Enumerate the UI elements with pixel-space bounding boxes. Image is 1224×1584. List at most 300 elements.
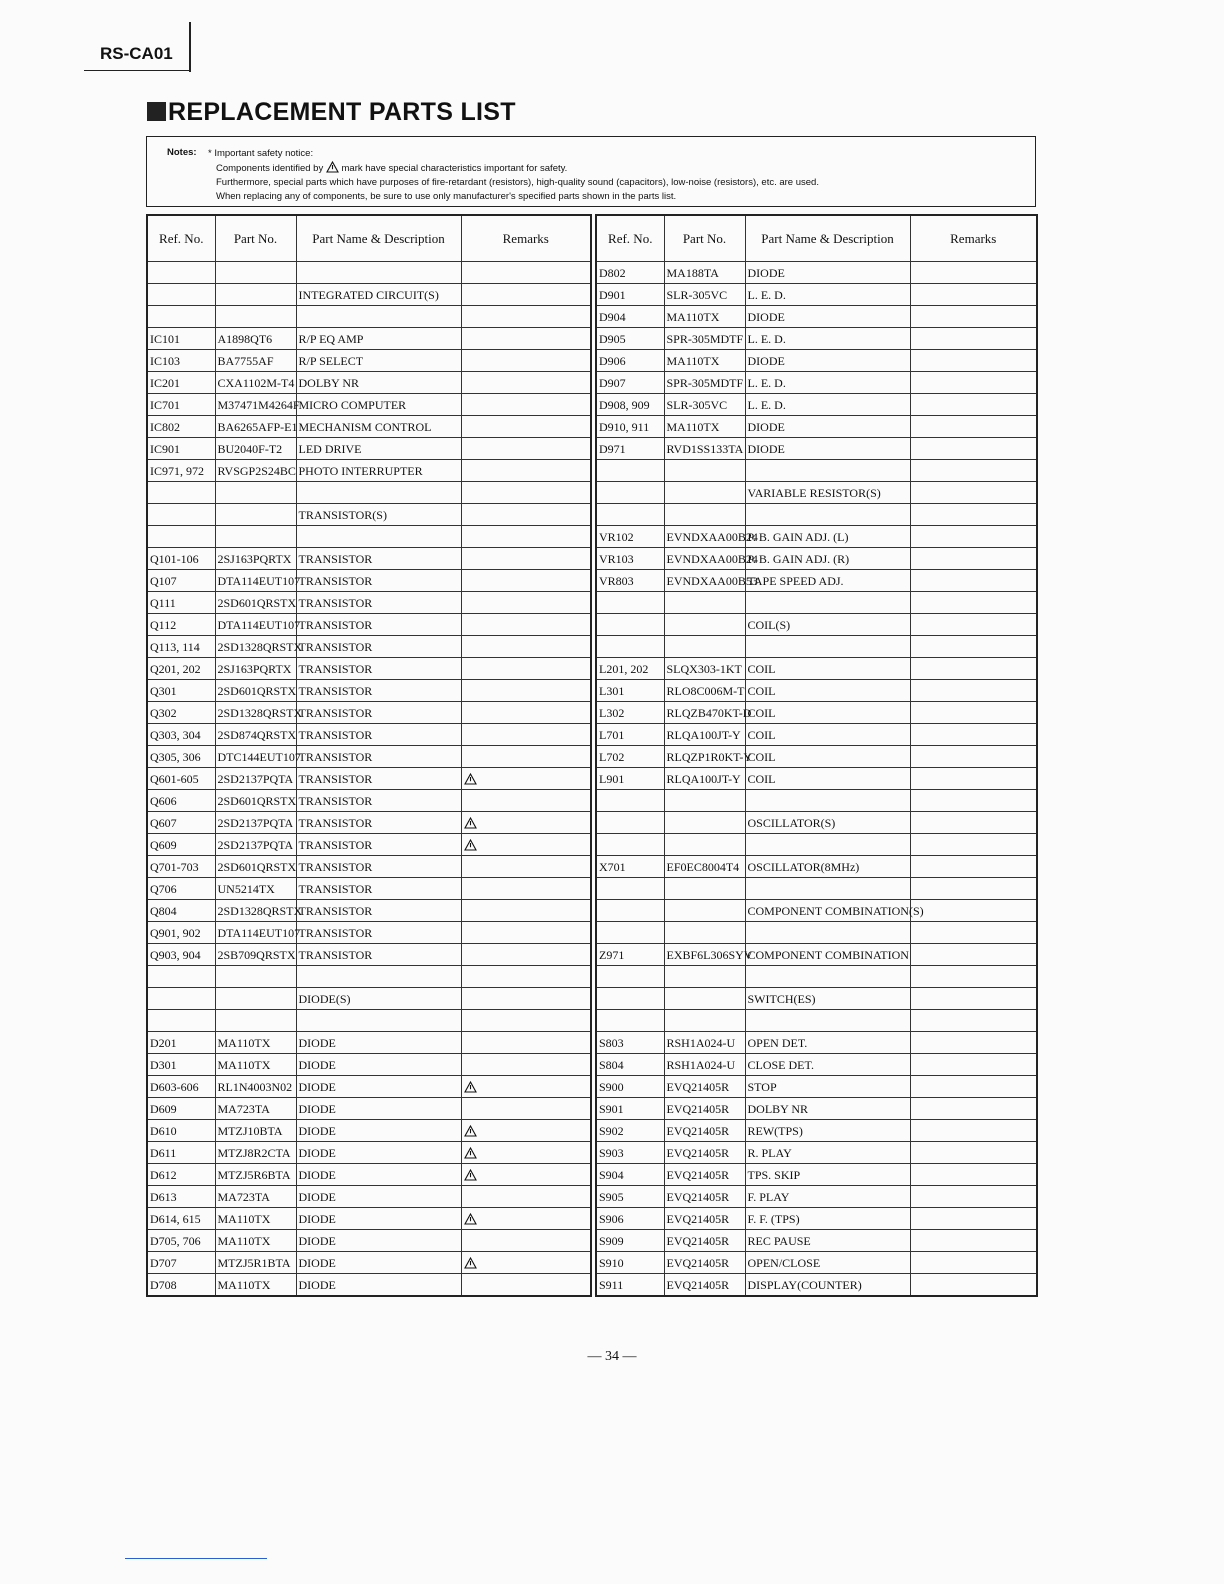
header-divider-horizontal xyxy=(84,70,191,71)
cell-part xyxy=(664,812,745,834)
cell-ref: Q903, 904 xyxy=(147,944,215,966)
cell-part xyxy=(664,966,745,988)
cell-remarks xyxy=(910,680,1037,702)
cell-remarks xyxy=(910,1252,1037,1274)
cell-part: DTC144EUT107 xyxy=(215,746,296,768)
cell-remarks xyxy=(461,592,591,614)
table-row xyxy=(147,1186,591,1208)
cell-ref: X701 xyxy=(596,856,664,878)
table-row xyxy=(147,680,591,702)
cell-part xyxy=(215,1010,296,1032)
cell-desc: TRANSISTOR xyxy=(296,922,461,944)
warning-triangle-icon xyxy=(464,773,477,785)
table-row xyxy=(596,1252,1037,1274)
cell-part: EVQ21405R xyxy=(664,1230,745,1252)
cell-remarks xyxy=(910,482,1037,504)
cell-remarks xyxy=(461,790,591,812)
cell-part xyxy=(664,636,745,658)
table-row xyxy=(147,1252,591,1274)
cell-part: SLR-305VC xyxy=(664,284,745,306)
cell-part: EVNDXAA00B24 xyxy=(664,526,745,548)
cell-part: RSH1A024-U xyxy=(664,1032,745,1054)
table-row xyxy=(596,1120,1037,1142)
cell-remarks xyxy=(461,482,591,504)
cell-remarks xyxy=(910,812,1037,834)
cell-desc: R/P EQ AMP xyxy=(296,328,461,350)
cell-part xyxy=(664,988,745,1010)
cell-remarks xyxy=(910,724,1037,746)
table-row xyxy=(147,592,591,614)
table-row xyxy=(596,570,1037,592)
col-desc-header: Part Name & Description xyxy=(296,215,461,262)
notes-line-3: Furthermore, special parts which have purposes of fire-retardant (resistors), high-quality sound (capacitors), low-noise (resistors), etc. are used. xyxy=(216,177,819,188)
cell-part: RL1N4003N02 xyxy=(215,1076,296,1098)
table-row xyxy=(147,526,591,548)
cell-desc: TRANSISTOR xyxy=(296,834,461,856)
table-row xyxy=(147,504,591,526)
cell-part: SPR-305MDTF xyxy=(664,328,745,350)
col-part-header: Part No. xyxy=(664,215,745,262)
cell-desc: L. E. D. xyxy=(745,394,910,416)
cell-part: RLQA100JT-Y xyxy=(664,768,745,790)
table-row xyxy=(147,460,591,482)
cell-part xyxy=(664,504,745,526)
cell-desc: DISPLAY(COUNTER) xyxy=(745,1274,910,1297)
table-row xyxy=(147,944,591,966)
cell-ref xyxy=(147,504,215,526)
cell-part: EVNDXAA00B24 xyxy=(664,548,745,570)
table-row xyxy=(596,658,1037,680)
page-title xyxy=(147,98,516,127)
cell-desc: COIL xyxy=(745,680,910,702)
table-row xyxy=(596,834,1037,856)
table-row xyxy=(147,1164,591,1186)
cell-part: EF0EC8004T4 xyxy=(664,856,745,878)
cell-desc: DIODE xyxy=(296,1120,461,1142)
notes-line-2a: Components identified by xyxy=(216,163,324,174)
table-row xyxy=(147,878,591,900)
cell-desc xyxy=(745,834,910,856)
cell-part: SPR-305MDTF xyxy=(664,372,745,394)
cell-ref: L301 xyxy=(596,680,664,702)
cell-part: EVQ21405R xyxy=(664,1076,745,1098)
cell-part: BA6265AFP-E1 xyxy=(215,416,296,438)
cell-part: MA110TX xyxy=(664,306,745,328)
cell-remarks xyxy=(461,1208,591,1230)
cell-desc xyxy=(296,482,461,504)
table-row xyxy=(596,768,1037,790)
col-part-header: Part No. xyxy=(215,215,296,262)
cell-ref: S909 xyxy=(596,1230,664,1252)
cell-ref xyxy=(596,592,664,614)
table-row xyxy=(596,614,1037,636)
cell-ref: L702 xyxy=(596,746,664,768)
cell-desc: COIL xyxy=(745,724,910,746)
cell-ref: D301 xyxy=(147,1054,215,1076)
cell-remarks xyxy=(461,922,591,944)
cell-desc: TRANSISTOR xyxy=(296,944,461,966)
table-row xyxy=(147,1230,591,1252)
cell-desc: OPEN/CLOSE xyxy=(745,1252,910,1274)
warning-triangle-icon xyxy=(464,839,477,851)
cell-remarks xyxy=(910,900,1037,922)
cell-ref: D905 xyxy=(596,328,664,350)
cell-desc: SWITCH(ES) xyxy=(745,988,910,1010)
cell-remarks xyxy=(461,372,591,394)
cell-part xyxy=(664,592,745,614)
table-row xyxy=(147,768,591,790)
cell-ref: D901 xyxy=(596,284,664,306)
cell-desc: TRANSISTOR xyxy=(296,724,461,746)
cell-desc: PHOTO INTERRUPTER xyxy=(296,460,461,482)
cell-desc: COIL xyxy=(745,768,910,790)
table-row xyxy=(147,922,591,944)
cell-desc: P. B. GAIN ADJ. (L) xyxy=(745,526,910,548)
cell-part: EVQ21405R xyxy=(664,1120,745,1142)
notes-line-2 xyxy=(208,161,819,176)
cell-remarks xyxy=(910,966,1037,988)
cell-ref: VR102 xyxy=(596,526,664,548)
cell-desc xyxy=(745,878,910,900)
cell-desc: R/P SELECT xyxy=(296,350,461,372)
cell-remarks xyxy=(910,1274,1037,1297)
cell-ref: D609 xyxy=(147,1098,215,1120)
cell-desc: F. PLAY xyxy=(745,1186,910,1208)
cell-ref: IC201 xyxy=(147,372,215,394)
cell-desc xyxy=(745,592,910,614)
table-row xyxy=(147,966,591,988)
cell-desc: DIODE xyxy=(296,1054,461,1076)
cell-ref: VR103 xyxy=(596,548,664,570)
cell-desc: REW(TPS) xyxy=(745,1120,910,1142)
table-row xyxy=(596,966,1037,988)
cell-part: 2SD601QRSTX xyxy=(215,680,296,702)
table-row xyxy=(147,350,591,372)
cell-part xyxy=(664,834,745,856)
table-row xyxy=(147,1208,591,1230)
cell-ref xyxy=(596,460,664,482)
cell-remarks xyxy=(461,812,591,834)
table-header-row xyxy=(147,215,591,262)
cell-remarks xyxy=(910,614,1037,636)
cell-desc: TRANSISTOR xyxy=(296,592,461,614)
cell-part: 2SJ163PQRTX xyxy=(215,658,296,680)
title-bullet-icon xyxy=(147,102,166,121)
cell-remarks xyxy=(910,306,1037,328)
table-row xyxy=(596,1208,1037,1230)
cell-part: EVQ21405R xyxy=(664,1252,745,1274)
parts-table-right xyxy=(595,214,1038,1297)
cell-remarks xyxy=(910,394,1037,416)
table-row xyxy=(147,1076,591,1098)
cell-part: 2SB709QRSTX xyxy=(215,944,296,966)
table-row xyxy=(147,658,591,680)
cell-desc xyxy=(745,460,910,482)
table-row xyxy=(596,592,1037,614)
model-number: RS-CA01 xyxy=(100,44,173,63)
cell-remarks xyxy=(461,966,591,988)
table-row xyxy=(147,988,591,1010)
cell-remarks xyxy=(461,878,591,900)
cell-remarks xyxy=(461,504,591,526)
cell-part: MA110TX xyxy=(215,1032,296,1054)
cell-part: 2SD1328QRSTX xyxy=(215,702,296,724)
cell-ref xyxy=(596,988,664,1010)
cell-remarks xyxy=(910,1164,1037,1186)
cell-desc: F. F. (TPS) xyxy=(745,1208,910,1230)
cell-remarks xyxy=(461,1186,591,1208)
cell-part: CXA1102M-T4 xyxy=(215,372,296,394)
cell-ref: Q609 xyxy=(147,834,215,856)
cell-part: 2SD601QRSTX xyxy=(215,592,296,614)
cell-ref xyxy=(147,306,215,328)
table-row xyxy=(147,702,591,724)
cell-remarks xyxy=(461,328,591,350)
cell-remarks xyxy=(910,1032,1037,1054)
cell-ref: D610 xyxy=(147,1120,215,1142)
cell-part: EXBF6L306SYV xyxy=(664,944,745,966)
cell-ref xyxy=(147,482,215,504)
table-row xyxy=(147,724,591,746)
cell-ref: S905 xyxy=(596,1186,664,1208)
cell-remarks xyxy=(910,1098,1037,1120)
page-title-text: REPLACEMENT PARTS LIST xyxy=(168,98,516,126)
cell-desc: OPEN DET. xyxy=(745,1032,910,1054)
cell-part: EVQ21405R xyxy=(664,1142,745,1164)
table-row xyxy=(596,438,1037,460)
cell-ref: S901 xyxy=(596,1098,664,1120)
cell-remarks xyxy=(461,856,591,878)
table-row xyxy=(596,1098,1037,1120)
cell-part: MTZJ5R6BTA xyxy=(215,1164,296,1186)
cell-part xyxy=(215,526,296,548)
cell-ref: Z971 xyxy=(596,944,664,966)
table-row xyxy=(147,570,591,592)
table-row xyxy=(147,394,591,416)
table-row xyxy=(147,1098,591,1120)
cell-part: SLQX303-1KT xyxy=(664,658,745,680)
cell-part: BU2040F-T2 xyxy=(215,438,296,460)
cell-part xyxy=(664,900,745,922)
cell-part xyxy=(664,1010,745,1032)
cell-part: DTA114EUT107 xyxy=(215,922,296,944)
cell-ref: D614, 615 xyxy=(147,1208,215,1230)
cell-desc xyxy=(745,1010,910,1032)
table-row xyxy=(596,504,1037,526)
table-row xyxy=(147,262,591,284)
cell-part: BA7755AF xyxy=(215,350,296,372)
cell-desc xyxy=(296,306,461,328)
cell-desc: DIODE xyxy=(296,1252,461,1274)
cell-remarks xyxy=(461,1274,591,1297)
cell-remarks xyxy=(461,1164,591,1186)
cell-desc: DIODE xyxy=(296,1076,461,1098)
cell-ref: D907 xyxy=(596,372,664,394)
cell-desc: DIODE xyxy=(296,1098,461,1120)
table-row xyxy=(147,812,591,834)
cell-remarks xyxy=(461,526,591,548)
cell-part: 2SD874QRSTX xyxy=(215,724,296,746)
cell-desc xyxy=(296,262,461,284)
table-row xyxy=(596,328,1037,350)
cell-desc: CLOSE DET. xyxy=(745,1054,910,1076)
cell-desc: R. PLAY xyxy=(745,1142,910,1164)
cell-remarks xyxy=(461,1098,591,1120)
cell-ref: D613 xyxy=(147,1186,215,1208)
table-row xyxy=(147,900,591,922)
cell-ref xyxy=(596,482,664,504)
table-row xyxy=(147,1054,591,1076)
cell-part: RLQZB470KT-D xyxy=(664,702,745,724)
cell-ref: Q606 xyxy=(147,790,215,812)
header-divider-vertical xyxy=(189,22,191,72)
cell-desc: TRANSISTOR xyxy=(296,878,461,900)
cell-ref: D708 xyxy=(147,1274,215,1297)
cell-remarks xyxy=(910,570,1037,592)
cell-part: RSH1A024-U xyxy=(664,1054,745,1076)
notes-line-1: * Important safety notice: xyxy=(208,148,314,159)
warning-triangle-icon xyxy=(464,1147,477,1159)
cell-desc xyxy=(296,1010,461,1032)
cell-remarks xyxy=(461,1120,591,1142)
cell-ref: Q305, 306 xyxy=(147,746,215,768)
cell-ref: S900 xyxy=(596,1076,664,1098)
table-row xyxy=(596,878,1037,900)
cell-remarks xyxy=(461,438,591,460)
cell-ref: Q303, 304 xyxy=(147,724,215,746)
table-row xyxy=(596,1054,1037,1076)
cell-desc: L. E. D. xyxy=(745,284,910,306)
table-row xyxy=(596,812,1037,834)
cell-remarks xyxy=(461,548,591,570)
cell-desc: DIODE xyxy=(745,350,910,372)
cell-ref: L201, 202 xyxy=(596,658,664,680)
cell-ref: S911 xyxy=(596,1274,664,1297)
cell-ref xyxy=(596,614,664,636)
cell-ref: D612 xyxy=(147,1164,215,1186)
cell-remarks xyxy=(910,768,1037,790)
cell-desc: VARIABLE RESISTOR(S) xyxy=(745,482,910,504)
cell-desc: COMPONENT COMBINATION xyxy=(745,944,910,966)
cell-part: RVSGP2S24BC xyxy=(215,460,296,482)
cell-remarks xyxy=(910,834,1037,856)
cell-part: MA188TA xyxy=(664,262,745,284)
cell-ref: Q113, 114 xyxy=(147,636,215,658)
cell-remarks xyxy=(910,988,1037,1010)
table-row xyxy=(147,438,591,460)
cell-ref: IC971, 972 xyxy=(147,460,215,482)
cell-part xyxy=(664,460,745,482)
cell-desc: TRANSISTOR xyxy=(296,658,461,680)
table-row xyxy=(147,790,591,812)
cell-desc: TRANSISTOR xyxy=(296,636,461,658)
cell-desc: P. B. GAIN ADJ. (R) xyxy=(745,548,910,570)
table-row xyxy=(596,1186,1037,1208)
cell-part: RVD1SS133TA xyxy=(664,438,745,460)
notes-label: Notes: xyxy=(167,147,197,158)
cell-part: A1898QT6 xyxy=(215,328,296,350)
cell-part: MTZJ8R2CTA xyxy=(215,1142,296,1164)
cell-part: 2SD1328QRSTX xyxy=(215,900,296,922)
cell-part xyxy=(215,988,296,1010)
cell-part: 2SD2137PQTA xyxy=(215,768,296,790)
cell-part xyxy=(664,614,745,636)
table-row xyxy=(147,636,591,658)
cell-ref: Q111 xyxy=(147,592,215,614)
cell-remarks xyxy=(461,834,591,856)
cell-remarks xyxy=(461,460,591,482)
cell-remarks xyxy=(910,636,1037,658)
table-row xyxy=(147,284,591,306)
cell-part: MA110TX xyxy=(215,1230,296,1252)
cell-ref: Q804 xyxy=(147,900,215,922)
cell-desc xyxy=(296,966,461,988)
cell-remarks xyxy=(910,1010,1037,1032)
cell-remarks xyxy=(461,1142,591,1164)
cell-ref: VR803 xyxy=(596,570,664,592)
cell-ref: D603-606 xyxy=(147,1076,215,1098)
cell-part xyxy=(215,504,296,526)
table-row xyxy=(596,856,1037,878)
table-row xyxy=(596,284,1037,306)
cell-desc: DIODE xyxy=(296,1230,461,1252)
cell-ref xyxy=(147,966,215,988)
cell-part: EVQ21405R xyxy=(664,1208,745,1230)
cell-remarks xyxy=(461,394,591,416)
cell-part: DTA114EUT107 xyxy=(215,570,296,592)
cell-desc: TRANSISTOR xyxy=(296,548,461,570)
cell-ref: D705, 706 xyxy=(147,1230,215,1252)
table-row xyxy=(596,1010,1037,1032)
warning-triangle-icon xyxy=(464,817,477,829)
cell-part xyxy=(215,262,296,284)
cell-desc: DIODE xyxy=(745,262,910,284)
notes-box xyxy=(146,136,1036,207)
cell-part: M37471M4264F xyxy=(215,394,296,416)
cell-remarks xyxy=(461,680,591,702)
cell-part: MA110TX xyxy=(664,350,745,372)
col-desc-header: Part Name & Description xyxy=(745,215,910,262)
cell-remarks xyxy=(461,416,591,438)
cell-remarks xyxy=(910,592,1037,614)
page-number: — 34 — xyxy=(587,1349,637,1364)
cell-ref: IC101 xyxy=(147,328,215,350)
cell-desc: L. E. D. xyxy=(745,328,910,350)
table-row xyxy=(147,1274,591,1297)
cell-part xyxy=(664,922,745,944)
cell-desc xyxy=(745,636,910,658)
cell-ref: Q301 xyxy=(147,680,215,702)
cell-ref: L302 xyxy=(596,702,664,724)
cell-part: 2SD2137PQTA xyxy=(215,812,296,834)
cell-remarks xyxy=(461,306,591,328)
cell-desc: TRANSISTOR xyxy=(296,746,461,768)
table-row xyxy=(147,482,591,504)
notes-lines xyxy=(208,147,819,204)
cell-remarks xyxy=(461,570,591,592)
cell-part: MA723TA xyxy=(215,1098,296,1120)
table-row xyxy=(147,306,591,328)
cell-ref xyxy=(147,262,215,284)
cell-ref: S906 xyxy=(596,1208,664,1230)
table-row xyxy=(596,394,1037,416)
cell-remarks xyxy=(910,878,1037,900)
cell-desc: COIL xyxy=(745,658,910,680)
cell-desc: TRANSISTOR xyxy=(296,790,461,812)
warning-triangle-icon xyxy=(464,1169,477,1181)
col-remarks-header: Remarks xyxy=(461,215,591,262)
table-row xyxy=(147,1120,591,1142)
